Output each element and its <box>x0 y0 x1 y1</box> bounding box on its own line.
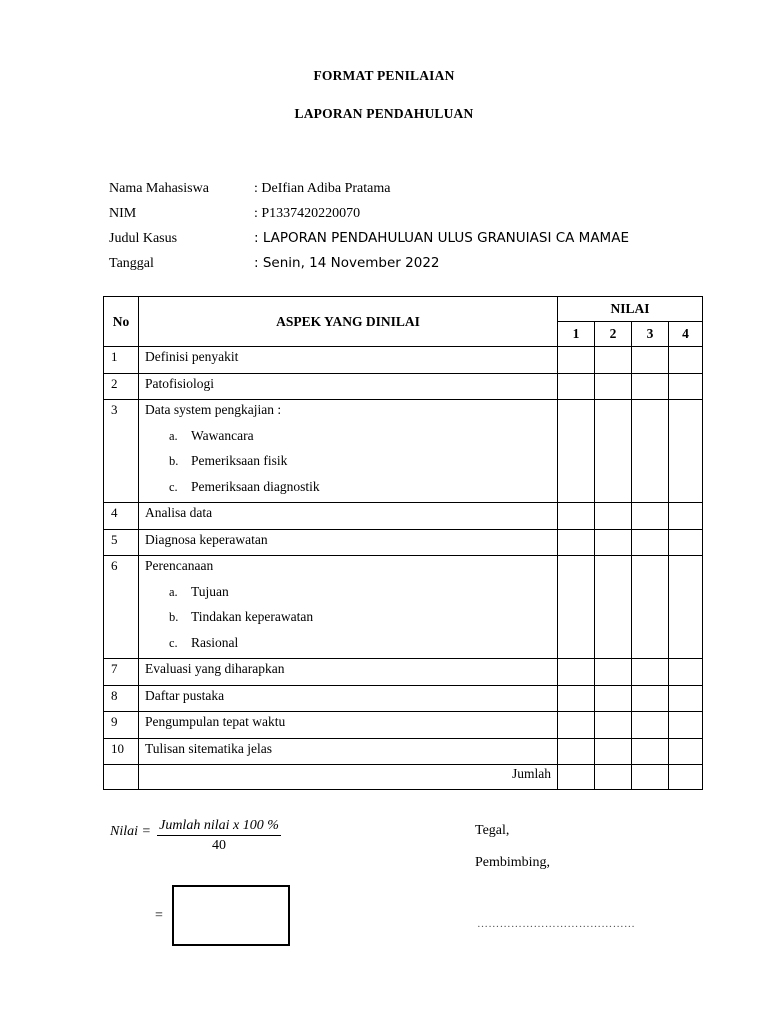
score-header-2: 2 <box>595 322 632 347</box>
sub-text: Rasional <box>191 634 239 650</box>
score-cell[interactable] <box>558 503 595 530</box>
assessment-table <box>103 296 703 790</box>
row-aspect-text: Perencanaan <box>145 558 214 573</box>
row-number <box>104 556 139 659</box>
score-cell[interactable] <box>595 347 632 374</box>
row-aspect: Analisa data <box>139 503 558 530</box>
score-cell[interactable] <box>632 347 669 374</box>
row-number: 10 <box>104 738 139 765</box>
score-cell[interactable] <box>595 529 632 556</box>
sub-marker: c. <box>169 479 178 494</box>
score-cell[interactable] <box>669 503 703 530</box>
score-cell[interactable] <box>595 738 632 765</box>
score-cell[interactable] <box>632 556 669 659</box>
sub-marker: a. <box>169 428 178 443</box>
row-number: 1 <box>104 347 139 374</box>
score-cell[interactable] <box>632 712 669 739</box>
table-row <box>104 712 703 739</box>
score-cell[interactable] <box>669 529 703 556</box>
score-cell[interactable] <box>558 529 595 556</box>
score-cell[interactable] <box>632 685 669 712</box>
score-cell[interactable] <box>595 712 632 739</box>
row-number: 4 <box>104 503 139 530</box>
total-score-cell[interactable] <box>669 765 703 790</box>
row-number: 2 <box>104 373 139 400</box>
signature-line: …………………………………… <box>477 918 636 930</box>
sub-item <box>145 582 557 608</box>
score-cell[interactable] <box>669 400 703 503</box>
score-cell[interactable] <box>595 556 632 659</box>
final-score-box[interactable] <box>172 885 290 946</box>
signature-role: Pembimbing, <box>475 855 551 870</box>
score-cell[interactable] <box>595 400 632 503</box>
sub-text: Pemeriksaan diagnostik <box>191 478 320 494</box>
row-number <box>104 400 139 503</box>
row-aspect <box>139 556 558 659</box>
score-cell[interactable] <box>632 373 669 400</box>
row-number-text: 3 <box>111 402 118 417</box>
score-cell[interactable] <box>669 347 703 374</box>
info-value: : P1337420220070 <box>254 206 361 221</box>
sub-marker: b. <box>169 610 179 624</box>
table-row <box>104 347 703 374</box>
total-score-cell[interactable] <box>558 765 595 790</box>
total-row <box>104 765 703 790</box>
score-cell[interactable] <box>632 659 669 686</box>
score-cell[interactable] <box>632 738 669 765</box>
row-aspect: Diagnosa keperawatan <box>139 529 558 556</box>
table-row <box>104 556 703 659</box>
score-cell[interactable] <box>595 503 632 530</box>
header-aspek: ASPEK YANG DINILAI <box>139 297 558 347</box>
sub-text: Pemeriksaan fisik <box>191 453 288 468</box>
sub-item <box>145 633 557 659</box>
info-value: : LAPORAN PENDAHULUAN ULUS GRANUIASI CA MAMAE <box>254 230 629 246</box>
score-cell[interactable] <box>632 529 669 556</box>
total-score-cell[interactable] <box>632 765 669 790</box>
score-header-4: 4 <box>669 322 703 347</box>
row-number: 5 <box>104 529 139 556</box>
document-subtitle: LAPORAN PENDAHULUAN <box>294 106 474 121</box>
table-row <box>104 400 703 503</box>
sub-item <box>145 426 557 452</box>
row-aspect: Tulisan sitematika jelas <box>139 738 558 765</box>
table-row <box>104 738 703 765</box>
score-cell[interactable] <box>558 347 595 374</box>
score-cell[interactable] <box>632 503 669 530</box>
sub-text: Tindakan keperawatan <box>191 609 314 624</box>
row-number: 9 <box>104 712 139 739</box>
row-aspect: Evaluasi yang diharapkan <box>139 659 558 686</box>
table-row <box>104 373 703 400</box>
score-cell[interactable] <box>669 685 703 712</box>
header-nilai: NILAI <box>558 297 703 322</box>
score-cell[interactable] <box>595 659 632 686</box>
total-label: Jumlah <box>139 765 558 790</box>
total-score-cell[interactable] <box>595 765 632 790</box>
score-cell[interactable] <box>558 738 595 765</box>
document-title: FORMAT PENILAIAN <box>313 68 455 83</box>
sub-text: Tujuan <box>191 583 229 599</box>
score-cell[interactable] <box>558 400 595 503</box>
row-aspect: Pengumpulan tepat waktu <box>139 712 558 739</box>
info-label: NIM <box>109 206 137 221</box>
total-row-empty-cell <box>104 765 139 790</box>
table-row <box>104 685 703 712</box>
score-cell[interactable] <box>669 556 703 659</box>
row-number: 7 <box>104 659 139 686</box>
score-cell[interactable] <box>595 373 632 400</box>
row-aspect-text: Data system pengkajian : <box>145 402 282 417</box>
result-equals-sign: = <box>155 908 163 923</box>
row-aspect: Daftar pustaka <box>139 685 558 712</box>
score-cell[interactable] <box>558 556 595 659</box>
row-number-text: 6 <box>111 558 118 573</box>
sub-text: Wawancara <box>191 427 254 443</box>
score-cell[interactable] <box>632 400 669 503</box>
info-label: Nama Mahasiswa <box>109 181 209 196</box>
row-aspect: Definisi penyakit <box>139 347 558 374</box>
score-cell[interactable] <box>669 712 703 739</box>
table-row <box>104 659 703 686</box>
formula-lhs: Nilai = <box>110 824 151 839</box>
header-no: No <box>104 297 139 347</box>
score-cell[interactable] <box>669 373 703 400</box>
score-cell[interactable] <box>558 685 595 712</box>
row-number: 8 <box>104 685 139 712</box>
info-value: : DeIfian Adiba Pratama <box>254 181 391 196</box>
formula-numerator: Jumlah nilai x 100 % <box>157 818 281 836</box>
sub-marker: a. <box>169 584 178 599</box>
score-cell[interactable] <box>595 685 632 712</box>
info-value: : Senin, 14 November 2022 <box>254 255 440 271</box>
sub-marker: c. <box>169 635 178 650</box>
info-label: Tanggal <box>109 256 154 271</box>
sub-item <box>145 451 557 477</box>
table-row <box>104 529 703 556</box>
score-cell[interactable] <box>558 712 595 739</box>
sub-item <box>145 607 557 633</box>
score-header-1: 1 <box>558 322 595 347</box>
info-label: Judul Kasus <box>109 231 178 246</box>
score-cell[interactable] <box>669 659 703 686</box>
score-cell[interactable] <box>558 373 595 400</box>
table-row <box>104 503 703 530</box>
formula-denominator: 40 <box>212 838 226 853</box>
formula-fraction <box>157 818 281 854</box>
row-aspect <box>139 400 558 503</box>
score-cell[interactable] <box>669 738 703 765</box>
row-aspect: Patofisiologi <box>139 373 558 400</box>
score-header-3: 3 <box>632 322 669 347</box>
sub-marker: b. <box>169 454 179 468</box>
sub-item <box>145 477 557 503</box>
score-cell[interactable] <box>558 659 595 686</box>
signature-place: Tegal, <box>475 823 510 838</box>
